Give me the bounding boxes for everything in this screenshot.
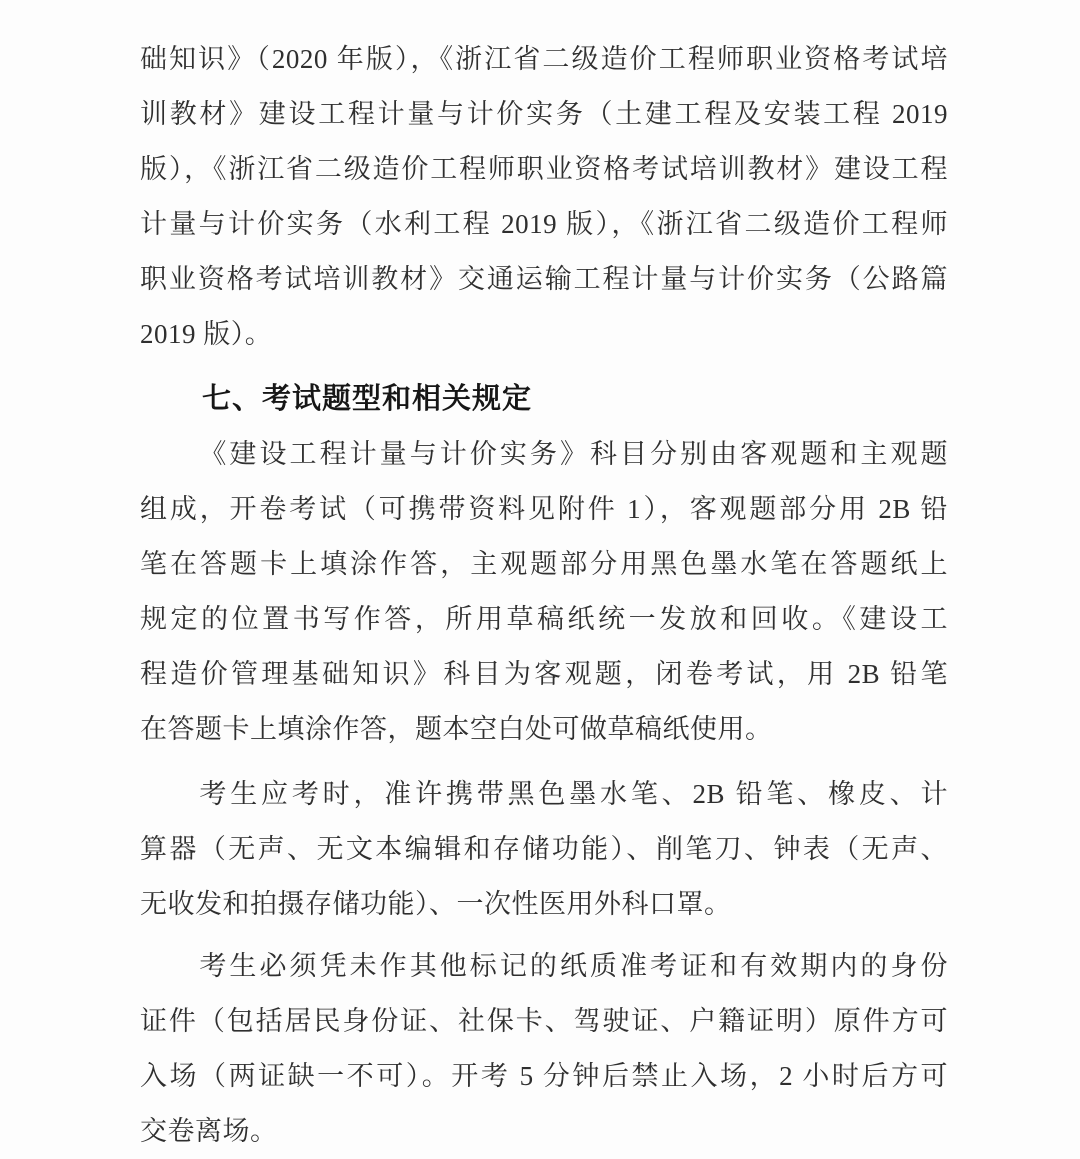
- text-line: 考生应考时，准许携带黑色墨水笔、2B 铅笔、橡皮、计: [199, 779, 948, 809]
- text-line: 2019 版）。: [140, 319, 273, 349]
- text-line: 础知识》（2020 年版），《浙江省二级造价工程师职业资格考试培: [140, 44, 948, 74]
- section-heading: 七、考试题型和相关规定: [202, 383, 533, 415]
- text-line: 算器（无声、无文本编辑和存储功能）、削笔刀、钟表（无声、: [140, 834, 948, 864]
- text-line: 程造价管理基础知识》科目为客观题，闭卷考试，用 2B 铅笔: [140, 659, 948, 689]
- text-line: 笔在答题卡上填涂作答，主观题部分用黑色墨水笔在答题纸上: [140, 549, 948, 579]
- text-line: 规定的位置书写作答，所用草稿纸统一发放和回收。《建设工: [140, 604, 948, 634]
- text-line: 证件（包括居民身份证、社保卡、驾驶证、户籍证明）原件方可: [140, 1006, 948, 1036]
- text-line: 计量与计价实务（水利工程 2019 版），《浙江省二级造价工程师: [140, 209, 948, 239]
- text-line: 组成，开卷考试（可携带资料见附件 1），客观题部分用 2B 铅: [140, 494, 948, 524]
- text-line: 入场（两证缺一不可）。开考 5 分钟后禁止入场，2 小时后方可: [140, 1061, 948, 1091]
- text-line: 版），《浙江省二级造价工程师职业资格考试培训教材》建设工程: [140, 154, 948, 184]
- text-line: 考生必须凭未作其他标记的纸质准考证和有效期内的身份: [199, 951, 948, 981]
- paragraph-textbook-list: [140, 32, 948, 362]
- paragraph-allowed-items: [140, 767, 948, 932]
- text-line: 在答题卡上填涂作答，题本空白处可做草稿纸使用。: [140, 714, 773, 744]
- text-line: 训教材》建设工程计量与计价实务（土建工程及安装工程 2019: [140, 99, 948, 129]
- text-line: 《建设工程计量与计价实务》科目分别由客观题和主观题: [199, 439, 948, 469]
- paragraph-admission-rules: [140, 939, 948, 1159]
- text-line: 交卷离场。: [140, 1116, 278, 1146]
- paragraph-exam-format: [140, 427, 948, 757]
- text-line: 无收发和拍摄存储功能）、一次性医用外科口罩。: [140, 889, 732, 919]
- text-line: 职业资格考试培训教材》交通运输工程计量与计价实务（公路篇: [140, 264, 948, 294]
